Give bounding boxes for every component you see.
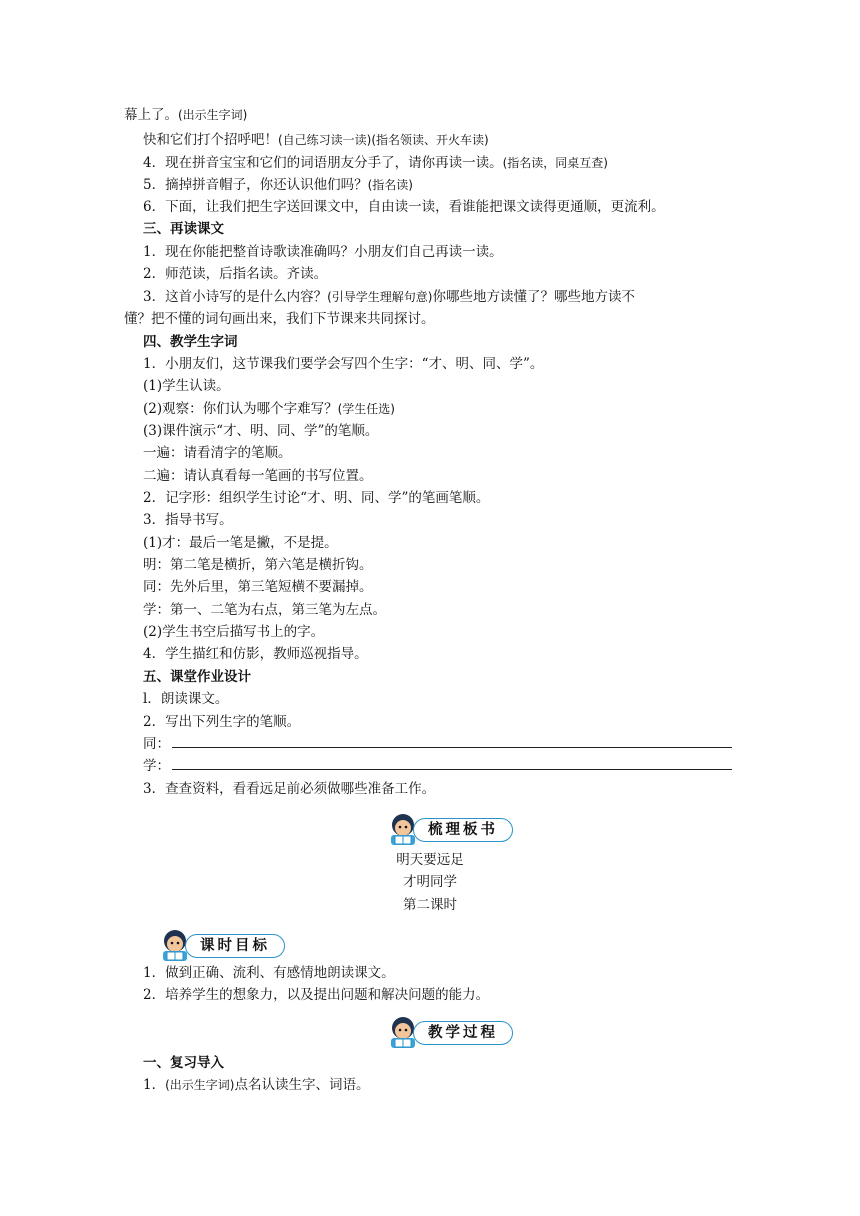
section-heading: 一、复习导入	[143, 1055, 224, 1071]
text-line: 3．查查资料，看看远足前必须做哪些准备工作。	[143, 781, 436, 797]
text-line: 1．做到正确、流利、有感情地朗读课文。	[143, 965, 395, 981]
board-line: 明天要远足	[396, 852, 464, 868]
text-line: 4．学生描红和仿影，教师巡视指导。	[143, 646, 368, 662]
section-heading: 五、课堂作业设计	[143, 669, 251, 685]
text-line: 一遍：请看清字的笔顺。	[143, 445, 292, 461]
text-line: 1．(出示生字词)点名认读生字、词语。	[143, 1077, 370, 1093]
answer-line: 同：	[143, 734, 732, 754]
section-heading: 三、再读课文	[143, 221, 224, 237]
text-line: l．朗读课文。	[143, 691, 229, 707]
text-line: 5．摘掉拼音帽子，你还认识他们吗？(指名读)	[143, 177, 413, 193]
text-line: 2．记字形：组织学生讨论“才、明、同、学”的笔画笔顺。	[143, 490, 490, 506]
text-line: 1．小朋友们，这节课我们要学会写四个生字：“才、明、同、学”。	[143, 356, 544, 372]
badge-label: 课时目标	[185, 934, 285, 958]
board-line: 才明同学	[403, 874, 457, 890]
text-line: (1)学生认读。	[143, 378, 230, 394]
process-badge	[385, 1014, 515, 1048]
text-line: 6．下面，让我们把生字送回课文中，自由读一读，看谁能把课文读得更通顺，更流利。	[143, 199, 665, 215]
board-badge	[385, 811, 515, 845]
text-line: (3)课件演示“才、明、同、学”的笔顺。	[143, 423, 379, 439]
text-line: 2．师范读，后指名读。齐读。	[143, 266, 328, 282]
text-line: 4．现在拼音宝宝和它们的词语朋友分手了，请你再读一读。(指名读，同桌互查)	[143, 155, 608, 171]
badge-label: 梳理板书	[413, 818, 513, 842]
text-line: 二遍：请认真看每一笔画的书写位置。	[143, 468, 373, 484]
badge-label: 教学过程	[413, 1021, 513, 1045]
answer-blank	[172, 734, 732, 748]
text-line: 3．指导书写。	[143, 512, 233, 528]
lesson-subtitle: 第二课时	[403, 897, 457, 913]
text-line: 学：第一、二笔为右点，第三笔为左点。	[143, 602, 386, 618]
text-line: (1)才：最后一笔是撇，不是提。	[143, 535, 338, 551]
answer-line: 学：	[143, 756, 732, 776]
text-line: 3．这首小诗写的是什么内容？(引导学生理解句意)你哪些地方读懂了？哪些地方读不	[143, 289, 635, 305]
text-line: 明：第二笔是横折，第六笔是横折钩。	[143, 557, 373, 573]
text-line: 同：先外后里，第三笔短横不要漏掉。	[143, 579, 373, 595]
text-line: 幕上了。(出示生字词)	[124, 107, 248, 123]
text-line: 1．现在你能把整首诗歌读准确吗？小朋友们自己再读一读。	[143, 244, 503, 260]
section-heading: 四、教学生字词	[143, 334, 238, 350]
text-line: 2．写出下列生字的笔顺。	[143, 714, 301, 730]
text-line: 懂？把不懂的词句画出来，我们下节课来共同探讨。	[124, 311, 435, 327]
text-line: 2．培养学生的想象力，以及提出问题和解决问题的能力。	[143, 987, 490, 1003]
text-line: 快和它们打个招呼吧！(自己练习读一读)(指名领读、开火车读)	[143, 132, 489, 148]
text-line: (2)观察：你们认为哪个字难写？(学生任选)	[143, 401, 395, 417]
goal-badge	[157, 927, 287, 961]
text-line: (2)学生书空后描写书上的字。	[143, 624, 325, 640]
answer-blank	[172, 756, 732, 770]
